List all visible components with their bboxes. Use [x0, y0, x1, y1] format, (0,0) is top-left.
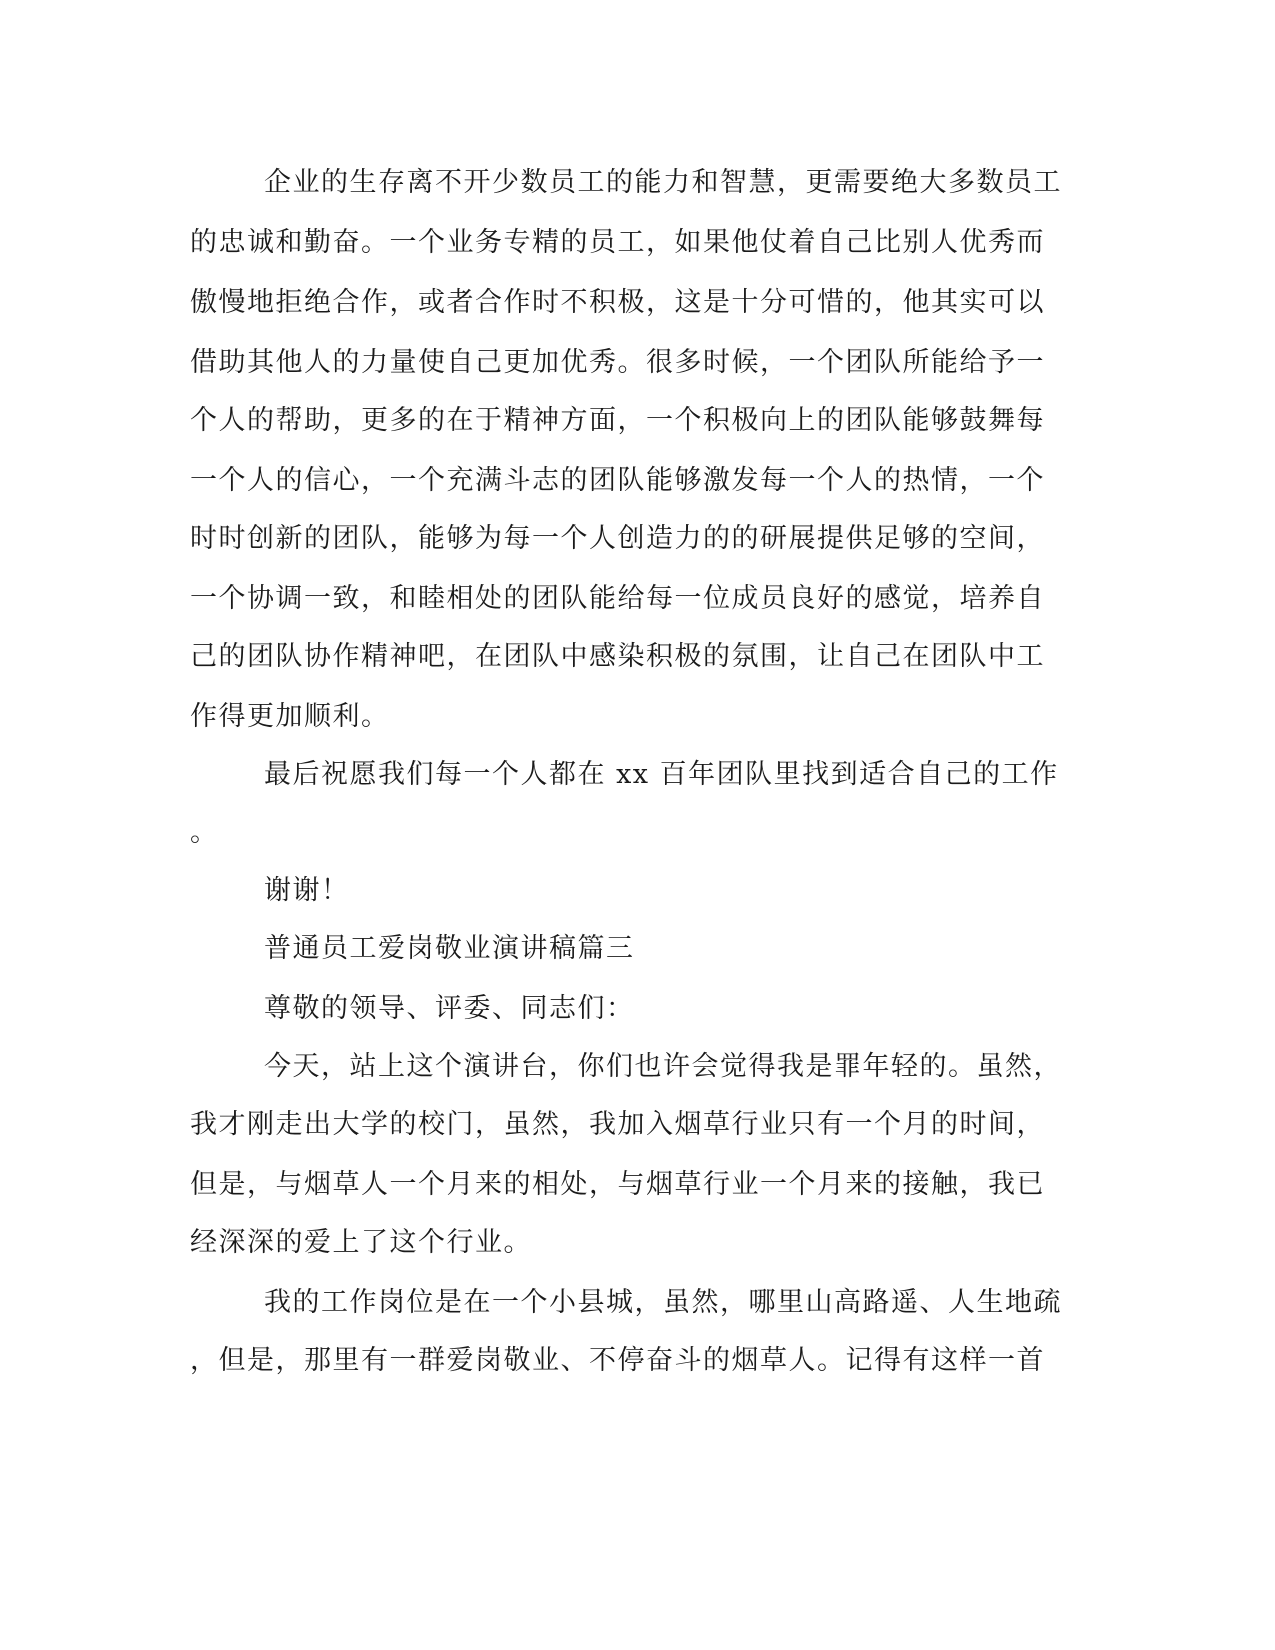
paragraph-line: 作得更加顺利。 — [190, 701, 390, 732]
paragraph-line: 傲慢地拒绝合作，或者合作时不积极，这是十分可惜的，他其实可以 — [190, 287, 1045, 318]
paragraph-line: ，但是，那里有一群爱岗敬业、不停奋斗的烟草人。记得有这样一首 — [190, 1345, 1045, 1376]
paragraph-line: 经深深的爱上了这个行业。 — [190, 1227, 532, 1258]
paragraph-line: 我才刚走出大学的校门，虽然，我加入烟草行业只有一个月的时间， — [190, 1109, 1045, 1140]
paragraph-line: 最后祝愿我们每一个人都在 xx 百年团队里找到适合自己的工作 — [264, 759, 1059, 790]
paragraph-line: 借助其他人的力量使自己更加优秀。很多时候，一个团队所能给予一 — [190, 347, 1045, 378]
paragraph-line: 一个人的信心，一个充满斗志的团队能够激发每一个人的热情，一个 — [190, 465, 1045, 496]
paragraph-line: 企业的生存离不开少数员工的能力和智慧，更需要绝大多数员工 — [264, 167, 1062, 198]
paragraph-line: 己的团队协作精神吧，在团队中感染积极的氛围，让自己在团队中工 — [190, 641, 1045, 672]
paragraph-line: 谢谢！ — [264, 875, 350, 906]
paragraph-line: 一个协调一致，和睦相处的团队能给每一位成员良好的感觉，培养自 — [190, 583, 1045, 614]
paragraph-line: 但是，与烟草人一个月来的相处，与烟草行业一个月来的接触，我已 — [190, 1169, 1045, 1200]
section-heading: 普通员工爱岗敬业演讲稿篇三 — [264, 933, 635, 964]
salutation: 尊敬的领导、评委、同志们： — [264, 993, 635, 1024]
paragraph-line: 今天，站上这个演讲台，你们也许会觉得我是罪年轻的。虽然， — [264, 1051, 1062, 1082]
paragraph-line: 时时创新的团队，能够为每一个人创造力的的研展提供足够的空间， — [190, 523, 1045, 554]
paragraph-line: 的忠诚和勤奋。一个业务专精的员工，如果他仗着自己比别人优秀而 — [190, 227, 1045, 258]
paragraph-line: 个人的帮助，更多的在于精神方面，一个积极向上的团队能够鼓舞每 — [190, 405, 1045, 436]
paragraph-line: 我的工作岗位是在一个小县城，虽然，哪里山高路遥、人生地疏 — [264, 1287, 1062, 1318]
paragraph-line: 。 — [190, 817, 219, 848]
